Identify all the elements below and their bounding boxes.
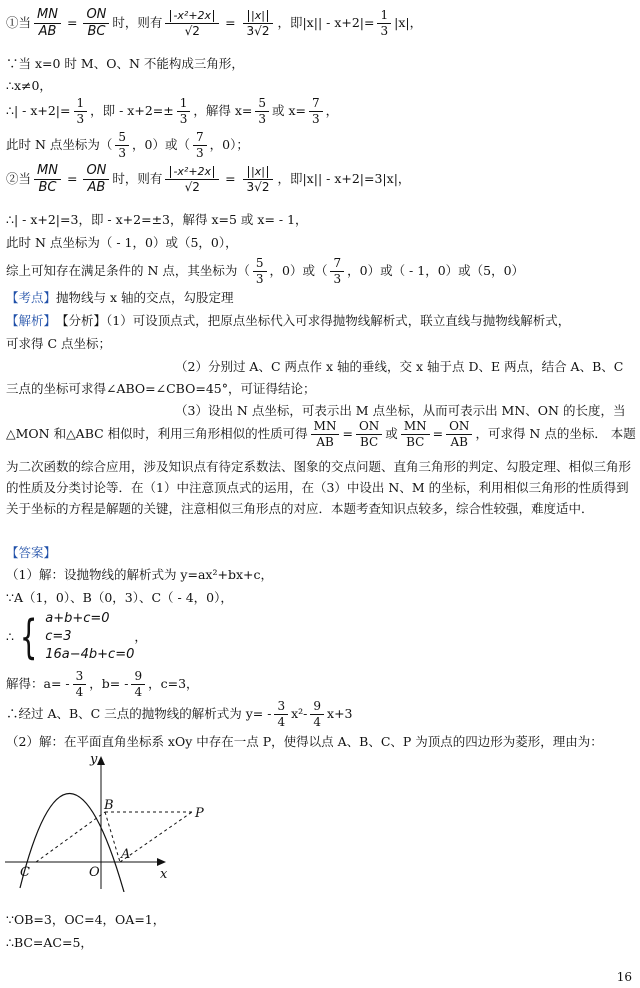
text-line: （2）解：在平面直角坐标系 xOy 中存在一点 P，使得以点 A、B、C、P 为顶点的四边形为菱形，理由为： [6, 734, 603, 749]
point-p-label: P [195, 806, 204, 821]
solution-line: 解得：a= - $\frac{3}{4}$ ，b= - $\frac{9}{4}$ ，c=3， [6, 669, 199, 699]
text-line: 此时 N 点坐标为（ - 1，0）或（5，0）， [6, 235, 238, 250]
x-axis-label: x [160, 867, 168, 882]
text-line: ∵A（1，0）、B（0，3）、C（ - 4，0）， [6, 590, 233, 605]
fraction-on-bc: $\frac{ON}{BC}$ [83, 8, 109, 38]
kaodian-line: 【考点】 抛物线与 x 轴的交点，勾股定理 [6, 290, 234, 305]
case1-solve-line: ∴| - x+2|= $\frac{1}{3}$ ，即 - x+2=± $\frac{1}{3}$ ，解得 x= $\frac{5}{3}$ 或 x= $\frac{7}{3}$ ， [6, 96, 339, 126]
case1-line: ①当 $\frac{MN}{AB}$ = $\frac{ON}{BC}$ 时，则有 $\frac{\text{-x²+2x}}{√2}$ = $\frac{|x|}{3√2}$ ，即|x|| - x+2|= $\frac{1}{3}$ |x|， [6, 7, 423, 39]
fraction-one-third: $\frac{1}{3}$ [377, 9, 391, 37]
text-line: 三点的坐标可求得∠ABO=∠CBO=45°，可证得结论； [6, 381, 316, 396]
page-number: 16 [616, 970, 632, 984]
text-line: ∵OB=3，OC=4，OA=1， [6, 912, 166, 927]
fraction-abs-expr: $\frac{\text{-x²+2x}}{√2}$ [165, 9, 219, 37]
analysis-paragraph: 为二次函数的综合应用，涉及知识点有待定系数法、图象的交点问题、直角三角形的判定、勾股定理、相似三角形的性质及分类讨论等．在（1）中注意顶点式的运用，在（3）中设出 N、M 的坐标，利用相似三角形的性质得到关于坐标的方程是解题的关键，注意相似三角形点的对应．本题考查知识点较多，综合性较强，难度适中． [6, 459, 632, 516]
parabola-equation-line: ∴经过 A、B、C 三点的抛物线的解析式为 y= - $\frac{3}{4}$ x²- $\frac{9}{4}$ x+3 [6, 699, 353, 729]
text-line: （2）分别过 A、C 两点作 x 轴的垂线，交 x 轴于点 D、E 两点，结合 A、B、C [175, 359, 624, 374]
case1-prefix: ①当 [6, 14, 32, 30]
text-line: ∴BC=AC=5， [6, 935, 93, 950]
y-axis-label: y [90, 752, 98, 767]
point-a-label: A [121, 847, 131, 862]
fraction-mn-ab: $\frac{MN}{AB}$ [34, 8, 61, 38]
text-line: （3）设出 N 点坐标，可表示出 M 点坐标，从而可表示出 MN、ON 的长度，当 [175, 403, 626, 418]
origin-label: O [89, 865, 100, 880]
equation-system: ∴ { a+b+c=0 c=3 16a−4b+c=0 ， [6, 610, 147, 664]
case2-line: ②当 $\frac{MN}{BC}$ = $\frac{ON}{AB}$ 时，则有 $\frac{\text{-x²+2x}}{√2}$ = $\frac{|x|}{3√2}$ ，即|x|| - x+2|=3|x|， [6, 163, 411, 195]
point-c-label: C [20, 865, 30, 880]
kaodian-tag: 【考点】 [6, 290, 57, 305]
similarity-line: △MON 和△ABC 相似时，利用三角形相似的性质可得 $\frac{MN}{AB}$ = $\frac{ON}{BC}$ 或 $\frac{MN}{BC}$ = $\frac{ON}{AB}$ ，可求得 N 点的坐标． 本题 [6, 419, 636, 449]
text-line: ∵当 x=0 时 M、O、N 不能构成三角形， [6, 56, 244, 71]
summary-line: 综上可知存在满足条件的 N 点，其坐标为（ $\frac{5}{3}$ ，0）或（ $\frac{7}{3}$ ，0）或（ - 1，0）或（5，0） [6, 256, 525, 286]
answer-tag: 【答案】 [6, 545, 57, 560]
text-line: ∴| - x+2|=3，即 - x+2=±3，解得 x=5 或 x= - 1， [6, 212, 308, 227]
parabola-graph [0, 752, 240, 892]
case1-coords-line: 此时 N 点坐标为（ $\frac{5}{3}$ ，0）或（ $\frac{7}{3}$ ，0）； [6, 130, 249, 160]
text-line: 可求得 C 点坐标； [6, 336, 112, 351]
text-line: ∴x≠0， [6, 78, 52, 93]
fraction-abs-x: $\frac{|x|}{3√2}$ [242, 9, 275, 37]
point-b-label: B [104, 798, 114, 813]
text-line: （1）解：设抛物线的解析式为 y=ax²+bx+c， [6, 567, 273, 582]
jiexi-tag: 【解析】 [6, 313, 57, 328]
jiexi-line: 【解析】 【分析】（1）可设顶点式，把原点坐标代入可求得抛物线解析式，联立直线与抛物线解析式， [6, 313, 571, 328]
